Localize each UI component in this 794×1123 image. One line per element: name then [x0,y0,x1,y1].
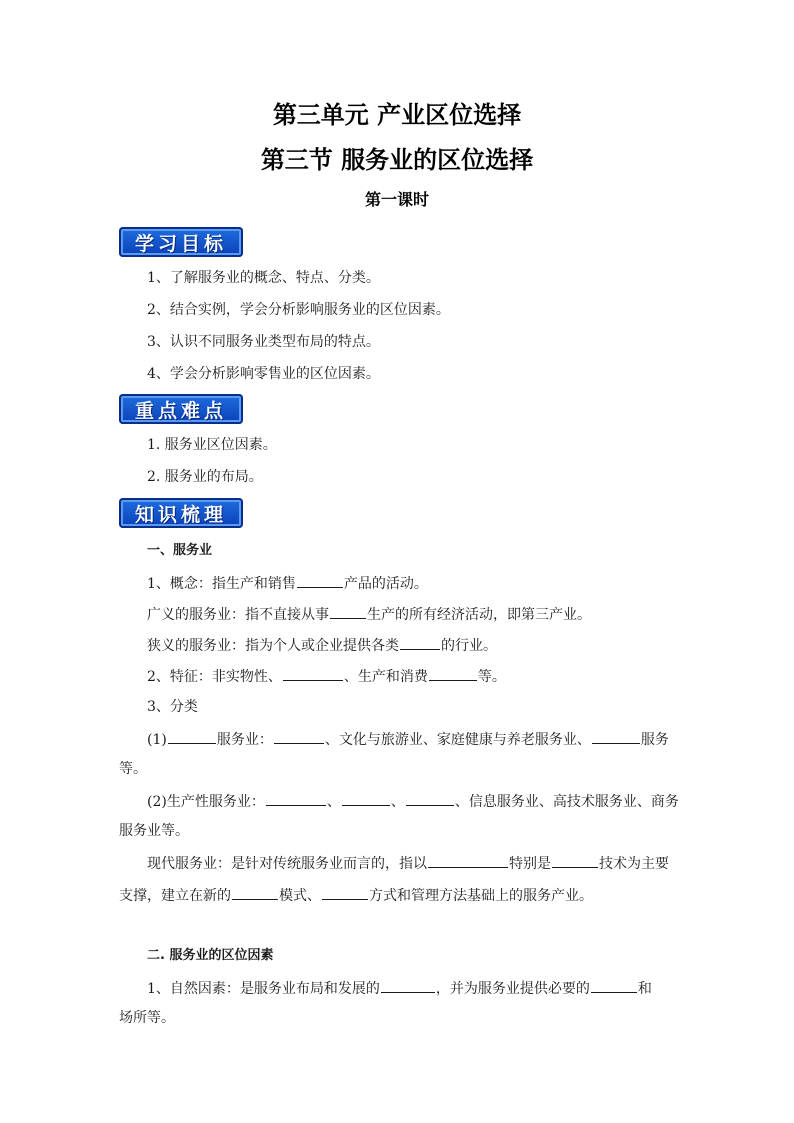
section-heading-services: 一、服务业 [147,543,213,558]
goal-item: 2、结合实例，学会分析影响服务业的区位因素。 [147,302,450,318]
text: 1、概念：指生产和销售 [147,576,296,592]
consumer-services-line [147,728,669,750]
narrow-definition-line [147,634,497,656]
text: 、文化与旅游业、家庭健康与养老服务业、 [324,732,591,748]
classification-heading: 3、分类 [147,699,198,715]
text: (2)生产性服务业： [147,794,265,810]
text: (1) [147,732,167,748]
knowledge-review-badge: 知识梳理 [119,498,243,528]
producer-services-line [147,790,679,812]
fill-blank[interactable] [330,603,366,619]
lesson-title: 第一课时 [364,190,429,209]
producer-services-line-cont: 服务业等。 [119,823,189,839]
fill-blank[interactable] [591,977,637,993]
text: 支撑，建立在新的 [119,888,231,904]
section-heading-location-factors: 二. 服务业的区位因素 [147,948,274,963]
text: 狭义的服务业：指为个人或企业提供各类 [147,638,399,654]
fill-blank[interactable] [168,728,216,744]
text: 1、自然因素：是服务业布局和发展的 [147,981,380,997]
fill-blank[interactable] [381,977,435,993]
modern-services-line-cont [119,884,593,906]
text: 生产的所有经济活动，即第三产业。 [367,607,591,623]
text: 的行业。 [441,638,497,654]
text: 、 [326,794,341,810]
fill-blank[interactable] [428,852,508,868]
text: 方式和管理方法基础上的服务产业。 [369,888,593,904]
learning-goals-badge: 学习目标 [119,227,243,257]
fill-blank[interactable] [232,884,278,900]
text: 技术为主要 [599,856,669,872]
fill-blank[interactable] [592,728,640,744]
fill-blank[interactable] [400,634,440,650]
fill-blank[interactable] [552,852,598,868]
text: 模式、 [279,888,321,904]
modern-services-line [147,852,669,874]
broad-definition-line [147,603,591,625]
goal-item: 1、了解服务业的概念、特点、分类。 [147,270,380,286]
concept-line [147,572,428,594]
text: 服务 [640,732,669,748]
fill-blank[interactable] [297,572,343,588]
text: 、 [390,794,405,810]
text: 产品的活动。 [343,576,428,592]
text: ，并为服务业提供必要的 [435,981,590,997]
key-points-badge: 重点难点 [119,394,243,424]
goal-item: 3、认识不同服务业类型布局的特点。 [147,334,380,350]
consumer-services-line-cont: 等。 [119,761,147,777]
fill-blank[interactable] [322,884,368,900]
text: 等。 [477,669,506,685]
unit-title: 第三单元 产业区位选择 [272,101,522,129]
features-line [147,665,506,687]
fill-blank[interactable] [274,728,324,744]
key-point-item: 2. 服务业的布局。 [147,469,263,485]
text: 、信息服务业、高技术服务业、商务 [454,794,679,810]
goal-item: 4、学会分析影响零售业的区位因素。 [147,366,380,382]
text: 和 [637,981,652,997]
text: 2、特征：非实物性、 [147,669,282,685]
text: 现代服务业：是针对传统服务业而言的，指以 [147,856,427,872]
text: 广义的服务业：指不直接从事 [147,607,329,623]
text: 、生产和消费 [343,669,428,685]
natural-factors-line-cont: 场所等。 [119,1010,175,1026]
fill-blank[interactable] [342,790,390,806]
text: 特别是 [509,856,551,872]
natural-factors-line [147,977,652,999]
key-point-item: 1. 服务业区位因素。 [147,437,277,453]
fill-blank[interactable] [429,665,477,681]
section-title: 第三节 服务业的区位选择 [260,146,534,174]
fill-blank[interactable] [283,665,343,681]
text: 服务业： [216,732,273,748]
fill-blank[interactable] [266,790,326,806]
fill-blank[interactable] [406,790,454,806]
